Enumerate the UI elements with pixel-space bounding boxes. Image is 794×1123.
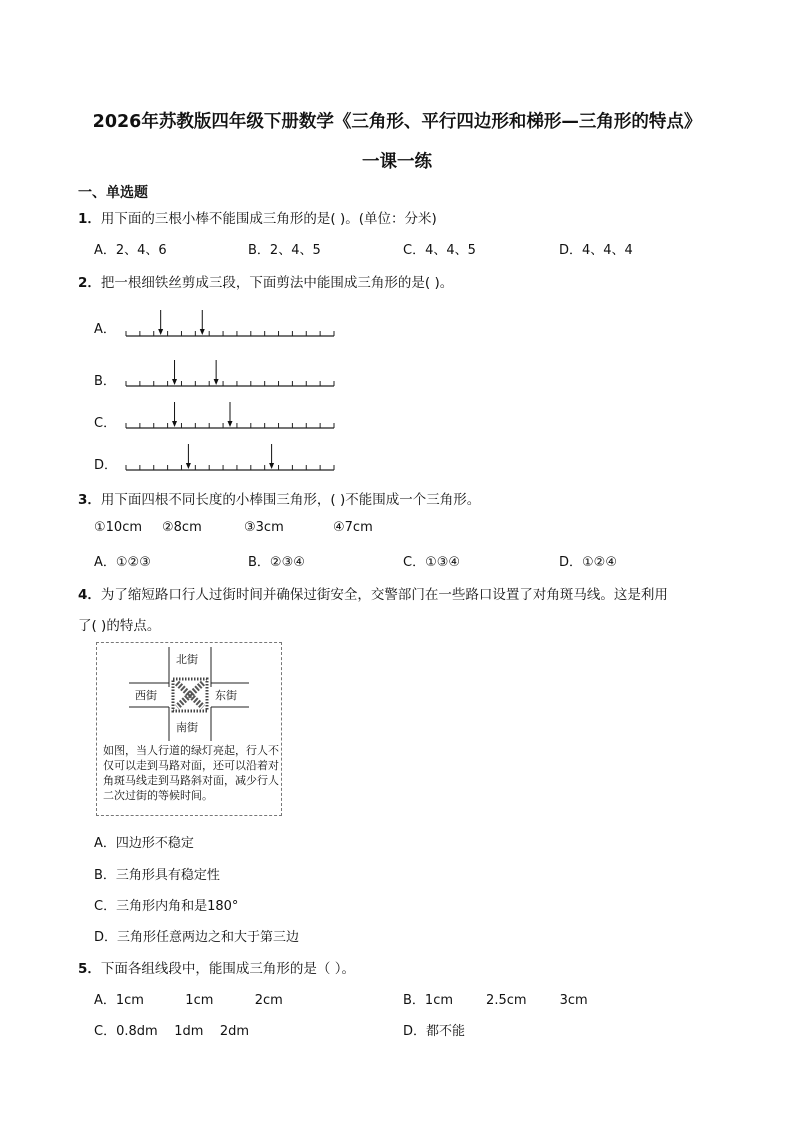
q2-option-c-label[interactable]: C． <box>94 416 117 431</box>
q5-option-a[interactable]: A．1cm 1cm 2cm <box>94 993 283 1008</box>
question-number: 5． <box>78 961 101 977</box>
q1-option-c[interactable]: C．4、4、5 <box>403 243 476 258</box>
q4-option-a[interactable]: A．四边形不稳定 <box>94 836 194 851</box>
q5-option-b[interactable]: B．1cm 2.5cm 3cm <box>403 993 588 1008</box>
cut-arrow-icon <box>228 402 233 427</box>
q3-stick-1: ①10cm <box>94 520 143 535</box>
street-label-west: 西街 <box>135 689 157 702</box>
cut-arrow-icon <box>186 444 191 469</box>
q2-ruler-b <box>120 358 340 398</box>
q3-stick-4: ④7cm <box>333 520 373 535</box>
cut-arrow-icon <box>214 360 219 385</box>
question-3 <box>78 488 480 508</box>
q4-option-b[interactable]: B．三角形具有稳定性 <box>94 868 220 883</box>
cut-arrow-icon <box>269 444 274 469</box>
question-text: 把一根细铁丝剪成三段，下面剪法中能围成三角形的是( )。 <box>100 275 454 291</box>
q2-option-b-label[interactable]: B． <box>94 374 116 389</box>
question-text: 用下面的三根小棒不能围成三角形的是( )。(单位：分米) <box>100 211 437 227</box>
q1-option-d[interactable]: D．4、4、4 <box>559 243 633 258</box>
section-heading: 一、单选题 <box>78 185 148 201</box>
q4-option-c[interactable]: C．三角形内角和是180° <box>94 899 239 914</box>
question-text: 为了缩短路口行人过街时间并确保过街安全，交警部门在一些路口设置了对角斑马线。这是利用 <box>100 587 668 603</box>
doc-title-line1: 2026年苏教版四年级下册数学《三角形、平行四边形和梯形—三角形的特点》 <box>92 112 702 132</box>
q3-option-a[interactable]: A．①②③ <box>94 555 151 570</box>
street-label-south: 南街 <box>176 721 198 734</box>
q3-option-b[interactable]: B．②③④ <box>248 555 305 570</box>
q2-ruler-c <box>120 400 340 440</box>
q4-option-d[interactable]: D．三角形任意两边之和大于第三边 <box>94 930 300 945</box>
question-4-line2: 了( )的特点。 <box>78 618 161 634</box>
question-number: 4． <box>78 587 101 603</box>
question-1 <box>78 207 437 227</box>
doc-title-line2: 一课一练 <box>362 152 432 172</box>
q2-option-a-label[interactable]: A． <box>94 322 116 337</box>
map-caption: 如图，当人行道的绿灯亮起，行人不仅可以走到马路对面，还可以沿着对角斑马线走到马路斜对面，减少行人二次过街的等候时间。 <box>103 744 279 802</box>
q1-option-a[interactable]: A．2、4、6 <box>94 243 167 258</box>
cut-arrow-icon <box>200 310 205 335</box>
question-5 <box>78 957 355 977</box>
question-text: 用下面四根不同长度的小棒围三角形，( )不能围成一个三角形。 <box>100 492 481 508</box>
q2-ruler-a <box>120 308 340 348</box>
q5-option-c[interactable]: C．0.8dm 1dm 2dm <box>94 1024 250 1039</box>
q2-ruler-d <box>120 442 340 482</box>
question-number: 3． <box>78 492 101 508</box>
question-4-line1 <box>78 583 668 603</box>
q2-option-d-label[interactable]: D． <box>94 458 118 473</box>
street-label-north: 北街 <box>176 653 198 666</box>
q3-stick-3: ③3cm <box>244 520 284 535</box>
cut-arrow-icon <box>158 310 163 335</box>
q3-stick-2: ②8cm <box>162 520 202 535</box>
question-number: 2． <box>78 275 101 291</box>
cut-arrow-icon <box>172 402 177 427</box>
q3-option-d[interactable]: D．①②④ <box>559 555 617 570</box>
question-2 <box>78 271 453 291</box>
cut-arrow-icon <box>172 360 177 385</box>
street-label-east: 东街 <box>215 689 237 702</box>
question-text: 下面各组线段中，能围成三角形的是（ ）。 <box>100 961 355 977</box>
question-number: 1． <box>78 211 101 227</box>
q1-option-b[interactable]: B．2、4、5 <box>248 243 321 258</box>
crossing-map-figure <box>96 642 282 816</box>
q3-option-c[interactable]: C．①③④ <box>403 555 461 570</box>
q5-option-d[interactable]: D．都不能 <box>403 1024 466 1039</box>
